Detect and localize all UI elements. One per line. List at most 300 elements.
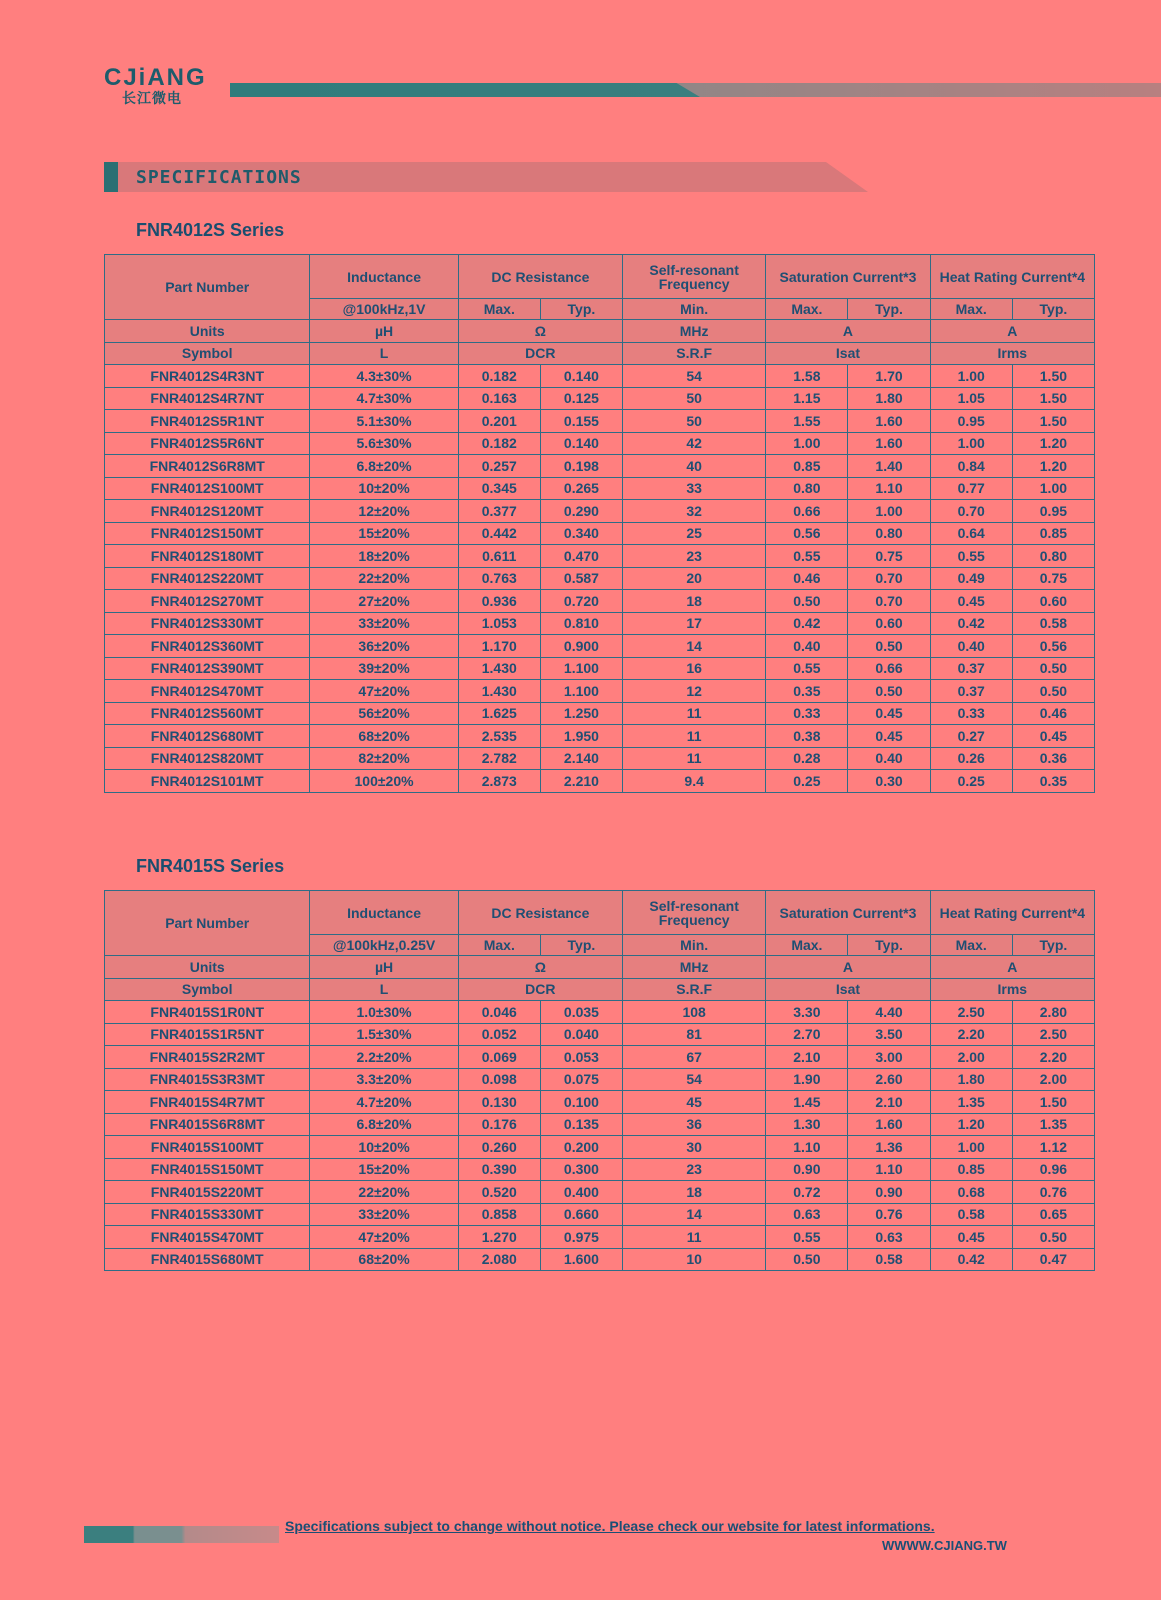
table-row [105,387,1095,410]
table-row [105,1181,1095,1204]
cell-dcr-typ: 1.600 [540,1248,622,1271]
cell-isat-typ: 0.75 [848,545,930,568]
cell-part-number: FNR4012S100MT [105,477,310,500]
cell-isat-max: 0.50 [766,1248,848,1271]
table-row [105,1068,1095,1091]
company-logo [104,66,224,116]
cell-isat-max: 1.58 [766,365,848,388]
cell-irms-typ: 1.35 [1012,1113,1094,1136]
cell-irms-typ: 0.50 [1012,1226,1094,1249]
cell-part-number: FNR4015S4R7MT [105,1091,310,1114]
cell-srf-min: 11 [623,1226,766,1249]
cell-irms-max: 0.55 [930,545,1012,568]
table-row [105,410,1095,433]
cell-isat-typ: 1.80 [848,387,930,410]
sat-max-label: Max. [766,935,848,956]
cell-dcr-max: 0.345 [458,477,540,500]
table-row [105,1023,1095,1046]
cell-part-number: FNR4015S680MT [105,1248,310,1271]
spec-table-fnr4012s [104,254,1095,793]
cell-isat-max: 0.35 [766,680,848,703]
cell-irms-max: 0.33 [930,702,1012,725]
cell-dcr-max: 0.442 [458,522,540,545]
section-title: SPECIFICATIONS [136,167,302,188]
table-row [105,1001,1095,1024]
cell-srf-min: 11 [623,747,766,770]
cell-irms-max: 0.95 [930,410,1012,433]
cell-part-number: FNR4015S330MT [105,1203,310,1226]
cell-isat-max: 3.30 [766,1001,848,1024]
cell-srf-min: 36 [623,1113,766,1136]
cell-irms-typ: 0.56 [1012,635,1094,658]
cell-isat-typ: 0.66 [848,657,930,680]
cell-irms-max: 0.64 [930,522,1012,545]
cell-irms-typ: 0.50 [1012,680,1094,703]
cell-part-number: FNR4012S5R6NT [105,432,310,455]
srf-min-label: Min. [623,299,766,320]
cell-srf-min: 54 [623,1068,766,1091]
cell-irms-max: 0.45 [930,1226,1012,1249]
heat-typ-label: Typ. [1012,299,1094,320]
cell-dcr-max: 0.046 [458,1001,540,1024]
cell-inductance: 15±20% [310,522,458,545]
cell-irms-max: 0.49 [930,567,1012,590]
cell-irms-max: 1.00 [930,1136,1012,1159]
cell-isat-typ: 0.45 [848,725,930,748]
table-row [105,500,1095,523]
table-row [105,1046,1095,1069]
cell-irms-typ: 0.47 [1012,1248,1094,1271]
cell-isat-max: 1.55 [766,410,848,433]
cell-part-number: FNR4015S3R3MT [105,1068,310,1091]
cell-srf-min: 14 [623,1203,766,1226]
cell-dcr-max: 2.535 [458,725,540,748]
cell-irms-typ: 1.50 [1012,410,1094,433]
cell-inductance: 47±20% [310,1226,458,1249]
table-row [105,1136,1095,1159]
cell-inductance: 68±20% [310,725,458,748]
table-row [105,432,1095,455]
logo-text-en: CJiANG [104,64,207,91]
cell-isat-max: 0.85 [766,455,848,478]
cell-isat-typ: 1.00 [848,500,930,523]
cell-irms-max: 0.58 [930,1203,1012,1226]
cell-inductance: 2.2±20% [310,1046,458,1069]
cell-irms-max: 0.84 [930,455,1012,478]
logo-text-cn: 长江微电 [122,90,182,106]
cell-irms-max: 0.68 [930,1181,1012,1204]
cell-inductance: 33±20% [310,1203,458,1226]
cell-irms-typ: 0.65 [1012,1203,1094,1226]
cell-dcr-typ: 0.265 [540,477,622,500]
cell-isat-max: 0.42 [766,612,848,635]
cell-part-number: FNR4012S220MT [105,567,310,590]
cell-isat-typ: 1.36 [848,1136,930,1159]
inductance-condition: @100kHz,0.25V [310,935,458,956]
cell-part-number: FNR4015S150MT [105,1158,310,1181]
heat-typ-label: Typ. [1012,935,1094,956]
cell-srf-min: 23 [623,545,766,568]
cell-isat-typ: 0.70 [848,590,930,613]
unit-srf: MHz [623,956,766,979]
table-row [105,1091,1095,1114]
unit-sat: A [766,956,930,979]
cell-dcr-typ: 0.053 [540,1046,622,1069]
symbol-dcr: DCR [458,342,622,365]
sat-max-label: Max. [766,299,848,320]
cell-dcr-max: 0.069 [458,1046,540,1069]
cell-isat-typ: 2.10 [848,1091,930,1114]
cell-dcr-max: 0.163 [458,387,540,410]
cell-part-number: FNR4012S560MT [105,702,310,725]
cell-irms-typ: 2.50 [1012,1023,1094,1046]
table-row [105,702,1095,725]
unit-heat: A [930,956,1094,979]
cell-part-number: FNR4012S470MT [105,680,310,703]
cell-part-number: FNR4012S120MT [105,500,310,523]
symbol-inductance: L [310,978,458,1001]
cell-srf-min: 50 [623,410,766,433]
table-row [105,365,1095,388]
cell-dcr-typ: 0.200 [540,1136,622,1159]
cell-irms-typ: 0.75 [1012,567,1094,590]
col-header-inductance: Inductance [310,891,458,935]
cell-dcr-typ: 0.140 [540,432,622,455]
dcr-typ-label: Typ. [540,935,622,956]
cell-srf-min: 18 [623,590,766,613]
cell-irms-max: 1.35 [930,1091,1012,1114]
symbol-heat: Irms [930,342,1094,365]
cell-isat-max: 2.10 [766,1046,848,1069]
cell-irms-max: 0.25 [930,770,1012,793]
cell-srf-min: 67 [623,1046,766,1069]
cell-part-number: FNR4012S4R3NT [105,365,310,388]
cell-srf-min: 23 [623,1158,766,1181]
cell-isat-max: 0.50 [766,590,848,613]
cell-part-number: FNR4012S360MT [105,635,310,658]
cell-irms-max: 2.20 [930,1023,1012,1046]
cell-inductance: 39±20% [310,657,458,680]
cell-part-number: FNR4012S270MT [105,590,310,613]
col-header-saturation-current: Saturation Current*3 [766,891,930,935]
col-header-saturation-current: Saturation Current*3 [766,255,930,299]
cell-irms-max: 1.05 [930,387,1012,410]
cell-isat-max: 1.10 [766,1136,848,1159]
table-row [105,725,1095,748]
header-row [105,891,1095,935]
cell-part-number: FNR4012S150MT [105,522,310,545]
unit-sat: A [766,320,930,343]
cell-dcr-max: 0.130 [458,1091,540,1114]
cell-inductance: 1.0±30% [310,1001,458,1024]
cell-dcr-max: 0.182 [458,432,540,455]
cell-part-number: FNR4012S5R1NT [105,410,310,433]
cell-irms-typ: 1.50 [1012,387,1094,410]
cell-dcr-typ: 0.300 [540,1158,622,1181]
cell-isat-max: 0.63 [766,1203,848,1226]
cell-dcr-max: 0.201 [458,410,540,433]
cell-dcr-typ: 0.040 [540,1023,622,1046]
sat-typ-label: Typ. [848,935,930,956]
cell-inductance: 18±20% [310,545,458,568]
cell-dcr-typ: 0.125 [540,387,622,410]
table-row [105,680,1095,703]
cell-srf-min: 9.4 [623,770,766,793]
cell-irms-max: 0.27 [930,725,1012,748]
cell-dcr-max: 0.611 [458,545,540,568]
cell-irms-typ: 0.95 [1012,500,1094,523]
table-row [105,1248,1095,1271]
cell-srf-min: 54 [623,365,766,388]
cell-irms-max: 1.00 [930,432,1012,455]
symbol-srf: S.R.F [623,342,766,365]
cell-inductance: 33±20% [310,612,458,635]
col-header-inductance: Inductance [310,255,458,299]
cell-isat-max: 0.33 [766,702,848,725]
cell-dcr-typ: 0.155 [540,410,622,433]
cell-srf-min: 12 [623,680,766,703]
footer-website-link[interactable]: WWWW.CJIANG.TW [882,1538,1007,1553]
cell-isat-max: 0.28 [766,747,848,770]
cell-dcr-max: 0.182 [458,365,540,388]
cell-isat-typ: 0.58 [848,1248,930,1271]
header-decor-bar-dark [230,83,700,97]
dcr-max-label: Max. [458,935,540,956]
cell-isat-max: 1.15 [766,387,848,410]
cell-isat-typ: 0.76 [848,1203,930,1226]
footer-decor-bar [84,1526,279,1543]
cell-isat-typ: 2.60 [848,1068,930,1091]
units-label: Units [105,956,310,979]
cell-isat-typ: 0.63 [848,1226,930,1249]
col-header-srf: Self-resonant Frequency [623,891,766,935]
cell-part-number: FNR4012S820MT [105,747,310,770]
cell-srf-min: 42 [623,432,766,455]
cell-inductance: 6.8±20% [310,455,458,478]
col-header-heat-rating-current: Heat Rating Current*4 [930,891,1094,935]
cell-isat-typ: 0.50 [848,635,930,658]
table-row [105,770,1095,793]
cell-irms-typ: 1.50 [1012,365,1094,388]
cell-dcr-max: 1.053 [458,612,540,635]
symbol-dcr: DCR [458,978,622,1001]
cell-part-number: FNR4015S220MT [105,1181,310,1204]
cell-isat-typ: 1.10 [848,1158,930,1181]
cell-srf-min: 108 [623,1001,766,1024]
cell-irms-max: 1.80 [930,1068,1012,1091]
col-header-dc-resistance: DC Resistance [458,255,622,299]
cell-inductance: 22±20% [310,567,458,590]
cell-isat-typ: 3.50 [848,1023,930,1046]
cell-irms-typ: 0.85 [1012,522,1094,545]
cell-isat-max: 0.46 [766,567,848,590]
cell-dcr-typ: 0.100 [540,1091,622,1114]
symbol-row [105,342,1095,365]
cell-isat-typ: 0.45 [848,702,930,725]
cell-irms-typ: 0.96 [1012,1158,1094,1181]
cell-srf-min: 32 [623,500,766,523]
cell-isat-typ: 0.30 [848,770,930,793]
cell-dcr-max: 2.080 [458,1248,540,1271]
cell-irms-max: 0.40 [930,635,1012,658]
cell-dcr-max: 2.782 [458,747,540,770]
cell-dcr-typ: 0.720 [540,590,622,613]
cell-isat-max: 1.30 [766,1113,848,1136]
cell-irms-typ: 0.36 [1012,747,1094,770]
cell-isat-max: 0.72 [766,1181,848,1204]
symbol-row [105,978,1095,1001]
cell-inductance: 12±20% [310,500,458,523]
cell-isat-typ: 1.40 [848,455,930,478]
cell-isat-max: 0.66 [766,500,848,523]
cell-isat-max: 0.55 [766,1226,848,1249]
cell-isat-max: 0.56 [766,522,848,545]
cell-srf-min: 16 [623,657,766,680]
cell-irms-max: 0.26 [930,747,1012,770]
cell-part-number: FNR4015S1R5NT [105,1023,310,1046]
cell-inductance: 3.3±20% [310,1068,458,1091]
cell-dcr-typ: 1.250 [540,702,622,725]
cell-irms-typ: 2.00 [1012,1068,1094,1091]
cell-isat-typ: 1.60 [848,1113,930,1136]
cell-irms-max: 0.85 [930,1158,1012,1181]
cell-part-number: FNR4015S1R0NT [105,1001,310,1024]
cell-irms-typ: 0.76 [1012,1181,1094,1204]
dcr-max-label: Max. [458,299,540,320]
cell-dcr-max: 0.260 [458,1136,540,1159]
cell-inductance: 4.7±20% [310,1091,458,1114]
cell-irms-max: 1.00 [930,365,1012,388]
cell-irms-typ: 0.46 [1012,702,1094,725]
cell-part-number: FNR4012S6R8MT [105,455,310,478]
inductance-condition: @100kHz,1V [310,299,458,320]
cell-dcr-typ: 0.075 [540,1068,622,1091]
table-row [105,1113,1095,1136]
cell-isat-max: 1.00 [766,432,848,455]
cell-inductance: 10±20% [310,1136,458,1159]
cell-dcr-max: 0.858 [458,1203,540,1226]
symbol-sat: Isat [766,978,930,1001]
cell-dcr-max: 0.176 [458,1113,540,1136]
symbol-label: Symbol [105,978,310,1001]
cell-dcr-max: 0.377 [458,500,540,523]
table-row [105,612,1095,635]
cell-inductance: 22±20% [310,1181,458,1204]
cell-dcr-max: 1.430 [458,680,540,703]
table-row [105,477,1095,500]
cell-inductance: 4.7±30% [310,387,458,410]
cell-dcr-max: 2.873 [458,770,540,793]
cell-srf-min: 20 [623,567,766,590]
cell-irms-typ: 2.20 [1012,1046,1094,1069]
cell-dcr-typ: 0.035 [540,1001,622,1024]
units-row [105,956,1095,979]
table-row [105,567,1095,590]
cell-dcr-typ: 2.210 [540,770,622,793]
col-header-part-number: Part Number [105,255,310,320]
heat-max-label: Max. [930,935,1012,956]
cell-irms-typ: 0.58 [1012,612,1094,635]
cell-inductance: 47±20% [310,680,458,703]
cell-part-number: FNR4012S4R7NT [105,387,310,410]
symbol-sat: Isat [766,342,930,365]
cell-isat-max: 1.45 [766,1091,848,1114]
table-row [105,1203,1095,1226]
cell-part-number: FNR4012S101MT [105,770,310,793]
cell-dcr-typ: 0.290 [540,500,622,523]
cell-dcr-typ: 0.400 [540,1181,622,1204]
cell-inductance: 5.6±30% [310,432,458,455]
cell-dcr-max: 0.763 [458,567,540,590]
unit-srf: MHz [623,320,766,343]
srf-min-label: Min. [623,935,766,956]
cell-dcr-typ: 0.198 [540,455,622,478]
cell-inductance: 1.5±30% [310,1023,458,1046]
heat-max-label: Max. [930,299,1012,320]
cell-srf-min: 14 [623,635,766,658]
table-row [105,1158,1095,1181]
cell-irms-typ: 1.20 [1012,455,1094,478]
table-row [105,545,1095,568]
cell-dcr-typ: 0.900 [540,635,622,658]
cell-irms-typ: 0.60 [1012,590,1094,613]
spec-table-fnr4015s [104,890,1095,1271]
cell-dcr-typ: 2.140 [540,747,622,770]
cell-irms-typ: 1.12 [1012,1136,1094,1159]
cell-irms-typ: 0.45 [1012,725,1094,748]
cell-part-number: FNR4012S180MT [105,545,310,568]
section-marker [104,162,118,192]
cell-dcr-max: 0.936 [458,590,540,613]
cell-part-number: FNR4012S390MT [105,657,310,680]
cell-dcr-typ: 0.135 [540,1113,622,1136]
cell-isat-typ: 0.90 [848,1181,930,1204]
unit-heat: A [930,320,1094,343]
cell-isat-typ: 0.40 [848,747,930,770]
footer-disclaimer: Specifications subject to change without notice. Please check our website for latest informations. [285,1518,935,1534]
cell-srf-min: 11 [623,702,766,725]
cell-isat-max: 0.90 [766,1158,848,1181]
cell-dcr-max: 1.270 [458,1226,540,1249]
cell-srf-min: 18 [623,1181,766,1204]
cell-irms-max: 0.42 [930,1248,1012,1271]
cell-inductance: 68±20% [310,1248,458,1271]
cell-part-number: FNR4012S680MT [105,725,310,748]
table-row [105,657,1095,680]
cell-dcr-typ: 0.140 [540,365,622,388]
cell-part-number: FNR4015S100MT [105,1136,310,1159]
cell-isat-typ: 1.70 [848,365,930,388]
cell-srf-min: 30 [623,1136,766,1159]
table-row [105,522,1095,545]
cell-irms-typ: 1.20 [1012,432,1094,455]
cell-dcr-typ: 1.100 [540,680,622,703]
cell-isat-max: 0.55 [766,657,848,680]
header-row [105,255,1095,299]
cell-irms-typ: 1.50 [1012,1091,1094,1114]
cell-dcr-max: 0.520 [458,1181,540,1204]
cell-isat-max: 0.40 [766,635,848,658]
cell-inductance: 56±20% [310,702,458,725]
cell-dcr-max: 1.170 [458,635,540,658]
cell-part-number: FNR4015S2R2MT [105,1046,310,1069]
cell-isat-typ: 0.60 [848,612,930,635]
cell-isat-typ: 1.10 [848,477,930,500]
cell-srf-min: 40 [623,455,766,478]
table-row [105,1226,1095,1249]
units-row [105,320,1095,343]
cell-irms-typ: 1.00 [1012,477,1094,500]
